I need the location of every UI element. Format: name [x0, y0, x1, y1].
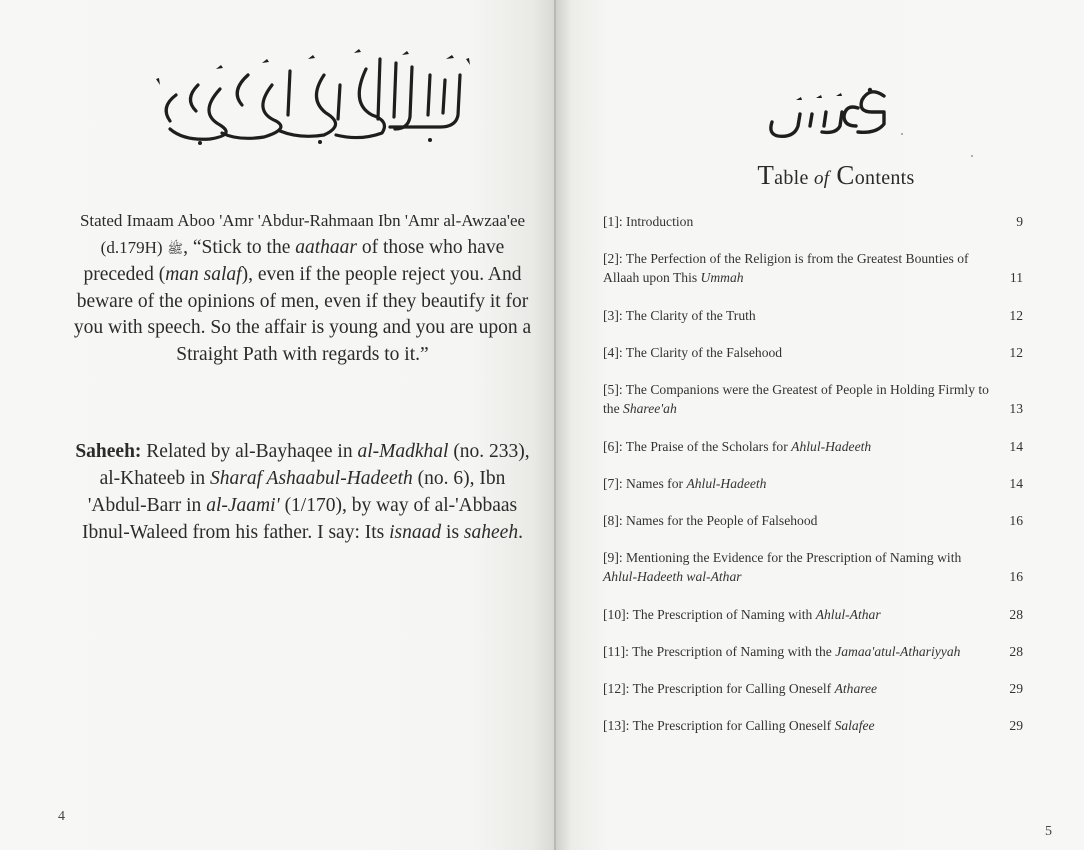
toc-entry-text: The Clarity of the Falsehood	[622, 345, 783, 360]
toc-entry-title	[603, 249, 993, 287]
toc-entry-text: Mentioning the Evidence for the Prescription of Naming with	[622, 550, 962, 565]
paper-speck	[971, 155, 973, 157]
toc-entry-number: [1]:	[603, 214, 623, 229]
toc-entry-title	[603, 306, 993, 325]
toc-entry-page: 29	[1009, 681, 1023, 696]
source-book-jaami: al-Jaami'	[206, 495, 280, 516]
toc-entry-text: The Clarity of the Truth	[622, 308, 756, 323]
awzaaee-quote: Stated Imaam Aboo 'Amr 'Abdur-Rahmaan Ibn 'Amr al-Awzaa'ee (d.179H) ﷺ, “Stick to the aathaar of those who have preceded (man salaf), even if the people reject you. And beware of the opinions of men, even if they beautify it for you with speech. So the affair is young and you are upon a Straight Path with regards to it.”	[73, 211, 532, 365]
toc-entry-text: The Prescription for Calling Oneself	[629, 681, 835, 696]
toc-entry-page: 16	[1009, 569, 1023, 584]
toc-entry	[603, 511, 1023, 530]
toc-entry-text: The Perfection of the Religion is from the Greatest Bounties of Allaah upon This	[603, 251, 969, 285]
toc-entry-title	[603, 343, 993, 362]
toc-entry-page: 9	[1016, 214, 1023, 229]
honorific-symbol: ﷺ	[167, 240, 184, 256]
toc-entry	[603, 642, 1023, 661]
source-text: Related by al-Bayhaqee in	[141, 441, 358, 462]
toc-entry-title	[603, 380, 993, 418]
toc-entry-number: [10]:	[603, 607, 630, 622]
hadith-source	[70, 438, 535, 546]
toc-entry-number: [5]:	[603, 382, 623, 397]
source-book-madkhal: al-Madkhal	[357, 441, 449, 462]
toc-entry-title	[603, 212, 993, 231]
toc-entry-title	[603, 679, 993, 698]
paper-speck	[901, 133, 903, 135]
toc-entry-number: [9]:	[603, 550, 623, 565]
quote-aathaar: aathaar	[295, 236, 357, 258]
toc-entry	[603, 474, 1023, 493]
quote-man-salaf: man salaf	[165, 264, 242, 285]
toc-entry-page: 12	[1009, 345, 1023, 360]
toc-entry	[603, 306, 1023, 325]
toc-entry-text: The Prescription for Calling Oneself	[629, 718, 835, 733]
toc-entry-title	[603, 642, 993, 661]
toc-entry-italic: Ahlul-Athar	[815, 607, 881, 622]
toc-entry-text: Names for the People of Falsehood	[622, 513, 818, 528]
toc-entry	[603, 212, 1023, 231]
source-isnaad: isnaad	[389, 522, 442, 543]
source-saheeh: saheeh	[463, 522, 519, 543]
toc-entry-title	[603, 474, 993, 493]
toc-entry-number: [12]:	[603, 681, 630, 696]
toc-entry-title	[603, 437, 993, 456]
basmala-calligraphy	[140, 45, 480, 145]
toc-entry-italic: Ahlul-Hadeeth	[791, 439, 872, 454]
toc-entry-italic: Ummah	[700, 270, 744, 285]
toc-entry-page: 13	[1009, 401, 1023, 416]
toc-title-initial-t: T	[757, 160, 775, 190]
toc-entry	[603, 548, 1023, 586]
toc-entry	[603, 605, 1023, 624]
toc-entry-number: [8]:	[603, 513, 623, 528]
quote-text-3: ), even if the people reject you. And beware of the opinions of men, even if they beautify it for you with speech. So the affair is young and you are upon a Straight Path with regards to it.”	[73, 264, 532, 365]
toc-entry-italic: Sharee'ah	[623, 401, 677, 416]
toc-entry-number: [2]:	[603, 251, 623, 266]
page-number-left: 4	[58, 809, 65, 824]
toc-entry-number: [13]:	[603, 718, 630, 733]
toc-entry-page: 28	[1009, 607, 1023, 622]
toc-entry	[603, 437, 1023, 456]
toc-entry	[603, 343, 1023, 362]
toc-entry-page: 11	[1009, 270, 1023, 285]
right-page	[556, 0, 1084, 850]
toc-entry-italic: Ahlul-Hadeeth wal-Athar	[603, 569, 742, 584]
source-book-sharaf: Sharaf Ashaabul-Hadeeth	[210, 468, 413, 489]
toc-entry-italic: Atharee	[834, 681, 878, 696]
toc-title-of: of	[813, 168, 830, 189]
toc-entry-text: Names for	[622, 476, 687, 491]
toc-entry-number: [6]:	[603, 439, 623, 454]
toc-entry-page: 16	[1009, 513, 1023, 528]
toc-entry-italic: Ahlul-Hadeeth	[686, 476, 767, 491]
source-text: (no. 233), al-Khateeb in	[99, 441, 530, 489]
toc-entry-text: The Praise of the Scholars for	[622, 439, 792, 454]
toc-entry-text: The Prescription of Naming with the	[628, 644, 836, 659]
toc-entry-page: 28	[1009, 644, 1023, 659]
toc-entry-page: 29	[1009, 718, 1023, 733]
page-number-right: 5	[1045, 824, 1052, 839]
toc-entry-italic: Salafee	[834, 718, 875, 733]
toc-title-word: able	[774, 167, 814, 189]
toc-entry-text: Introduction	[622, 214, 694, 229]
quote-text-2: of those who have preceded (	[83, 236, 505, 285]
source-text: (1/170), by way of al-'Abbaas Ibnul-Waleed from his father. I say: Its	[82, 495, 518, 543]
toc-entry-title	[603, 548, 993, 586]
toc-entry-page: 12	[1009, 308, 1023, 323]
toc-entry-italic: Jamaa'atul-Athariyyah	[835, 644, 961, 659]
toc-entry-number: [3]:	[603, 308, 623, 323]
toc-title-word: ontents	[854, 167, 915, 189]
toc-entry-number: [11]:	[603, 644, 629, 659]
toc-entry-title	[603, 716, 993, 735]
toc-entry	[603, 249, 1023, 287]
toc-entry-text: The Prescription of Naming with	[629, 607, 816, 622]
toc-entry	[603, 380, 1023, 418]
source-text: .	[518, 522, 523, 543]
toc-entry-number: [4]:	[603, 345, 623, 360]
toc-entry-title	[603, 605, 993, 624]
source-label: Saheeh:	[75, 441, 142, 462]
toc-entry-number: [7]:	[603, 476, 623, 491]
toc-entry-title	[603, 511, 993, 530]
toc-entry-text: The Companions were the Greatest of People in Holding Firmly to the	[603, 382, 989, 416]
source-text: is	[441, 522, 464, 543]
source-text: (no. 6), Ibn 'Abdul-Barr in	[87, 468, 506, 516]
toc-title	[686, 160, 986, 191]
fihris-calligraphy	[766, 82, 896, 142]
toc-entry-page: 14	[1009, 476, 1023, 491]
toc-entry	[603, 716, 1023, 735]
toc-entry-page: 14	[1009, 439, 1023, 454]
toc-title-initial-c: C	[829, 160, 855, 190]
toc-entry	[603, 679, 1023, 698]
quote-text-1: “Stick to the	[192, 236, 296, 258]
quote-attribution: Stated Imaam Aboo 'Amr 'Abdur-Rahmaan Ibn 'Amr al-Awzaa'ee (d.179H)	[79, 211, 526, 257]
